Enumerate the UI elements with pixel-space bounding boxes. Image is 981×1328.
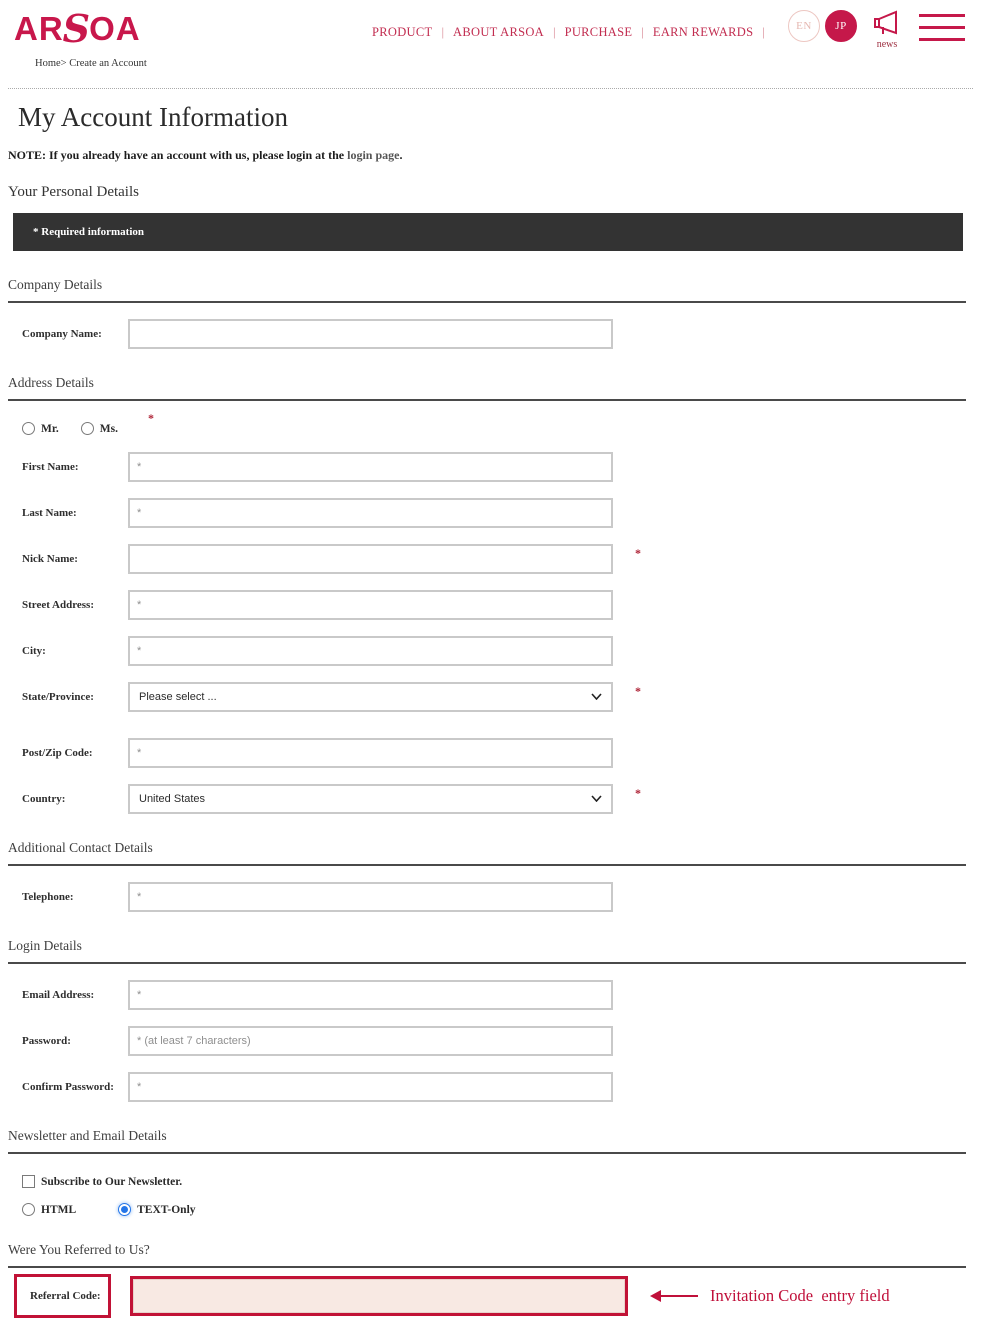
company-name-input[interactable]	[128, 319, 613, 349]
referral-code-input[interactable]	[133, 1279, 625, 1313]
hamburger-bar	[919, 26, 965, 29]
state-province-label: State/Province:	[22, 691, 94, 703]
hamburger-menu-icon[interactable]	[919, 14, 965, 41]
referral-row	[14, 1274, 981, 1328]
lang-jp-button[interactable]: JP	[825, 10, 857, 42]
confirm-password-row	[22, 1072, 981, 1102]
country-label: Country:	[22, 793, 66, 805]
nav-earn-rewards[interactable]: EARN REWARDS	[652, 24, 754, 39]
subscribe-checkbox[interactable]	[22, 1175, 35, 1188]
first-name-row	[22, 452, 981, 482]
confirm-password-label: Confirm Password:	[22, 1081, 114, 1093]
nav-separator: |	[762, 24, 765, 39]
text-only-label[interactable]: TEXT-Only	[137, 1203, 196, 1216]
email-format-row	[22, 1203, 981, 1216]
header	[0, 0, 981, 50]
email-label: Email Address:	[22, 989, 95, 1001]
confirm-password-input[interactable]	[128, 1072, 613, 1102]
login-note	[8, 148, 981, 163]
password-row	[22, 1026, 981, 1056]
email-row	[22, 980, 981, 1010]
nick-name-row	[22, 544, 981, 574]
address-details-heading: Address Details	[8, 375, 94, 390]
section-rule	[8, 864, 966, 866]
street-address-label: Street Address:	[22, 599, 95, 611]
additional-contact-heading: Additional Contact Details	[8, 840, 153, 855]
news-link[interactable]	[873, 10, 901, 50]
nav-product[interactable]: PRODUCT	[371, 24, 433, 39]
arsoa-logo[interactable]	[14, 6, 141, 51]
company-name-label: Company Name:	[22, 328, 102, 340]
section-rule	[8, 399, 966, 401]
megaphone-icon	[873, 10, 901, 40]
chevron-down-icon	[591, 691, 602, 703]
chevron-down-icon	[591, 793, 602, 805]
state-province-row	[22, 682, 981, 712]
first-name-input[interactable]	[128, 452, 613, 482]
subscribe-row	[22, 1175, 981, 1188]
city-label: City:	[22, 645, 46, 657]
section-rule	[8, 1152, 966, 1154]
referral-code-label-box	[14, 1274, 111, 1318]
header-divider	[8, 88, 973, 89]
section-rule	[8, 301, 966, 303]
country-row	[22, 784, 981, 814]
password-input[interactable]	[128, 1026, 613, 1056]
last-name-label: Last Name:	[22, 507, 77, 519]
page-title: My Account Information	[18, 102, 288, 132]
email-input[interactable]	[128, 980, 613, 1010]
nav-purchase[interactable]: PURCHASE	[564, 24, 633, 39]
gender-mr-radio[interactable]	[22, 422, 35, 435]
country-select[interactable]	[128, 784, 613, 814]
hamburger-bar	[919, 38, 965, 41]
html-radio[interactable]	[22, 1203, 35, 1216]
password-label: Password:	[22, 1035, 71, 1047]
street-address-row	[22, 590, 981, 620]
country-selected-value: United States	[139, 793, 206, 805]
gender-ms-radio[interactable]	[81, 422, 94, 435]
zip-code-label: Post/Zip Code:	[22, 747, 93, 759]
state-required-asterisk: *	[635, 684, 641, 698]
html-label[interactable]: HTML	[41, 1203, 77, 1216]
nav-separator: |	[641, 24, 644, 39]
nav-separator: |	[441, 24, 445, 39]
state-province-select[interactable]	[128, 682, 613, 712]
nick-name-required-asterisk: *	[635, 546, 641, 560]
gender-ms-label[interactable]: Ms.	[99, 422, 118, 435]
first-name-label: First Name:	[22, 461, 79, 473]
logo-text-right: OA	[89, 10, 141, 47]
note-period: .	[399, 148, 403, 162]
breadcrumb[interactable]: Home> Create an Account	[35, 58, 147, 69]
street-address-input[interactable]	[128, 590, 613, 620]
telephone-label: Telephone:	[22, 891, 74, 903]
nick-name-label: Nick Name:	[22, 553, 78, 565]
telephone-row	[22, 882, 981, 912]
lang-en-button[interactable]: EN	[788, 10, 820, 42]
logo-text-left: AR	[14, 10, 64, 47]
company-details-heading: Company Details	[8, 277, 103, 292]
annotation-text: Invitation Code entry field	[710, 1286, 890, 1305]
hamburger-bar	[919, 14, 965, 17]
last-name-input[interactable]	[128, 498, 613, 528]
referral-code-field-highlight	[130, 1276, 628, 1316]
state-province-selected-value: Please select ...	[139, 691, 217, 703]
arrow-line	[661, 1295, 698, 1297]
telephone-input[interactable]	[128, 882, 613, 912]
referral-heading: Were You Referred to Us?	[8, 1242, 150, 1257]
city-input[interactable]	[128, 636, 613, 666]
referral-code-label: Referral Code:	[30, 1290, 101, 1302]
logo-swirl-s: S	[62, 6, 91, 51]
note-text: NOTE: If you already have an account with us, please login at the	[8, 148, 348, 162]
nav-separator: |	[552, 24, 556, 39]
nick-name-input[interactable]	[128, 544, 613, 574]
newsletter-heading: Newsletter and Email Details	[8, 1128, 167, 1143]
zip-code-row	[22, 738, 981, 768]
gender-mr-label[interactable]: Mr.	[41, 422, 59, 435]
login-page-link[interactable]: login page	[347, 148, 400, 162]
country-required-asterisk: *	[635, 786, 641, 800]
nav-about-arsoa[interactable]: ABOUT ARSOA	[453, 24, 544, 39]
subscribe-label[interactable]: Subscribe to Our Newsletter.	[41, 1175, 183, 1188]
text-only-radio[interactable]	[118, 1203, 131, 1216]
last-name-row	[22, 498, 981, 528]
language-switcher	[788, 10, 857, 42]
personal-details-heading: Your Personal Details	[8, 184, 139, 200]
gender-row	[22, 411, 981, 436]
section-rule	[8, 1266, 966, 1268]
login-details-heading: Login Details	[8, 938, 82, 953]
arrow-left-icon	[650, 1290, 661, 1302]
zip-code-input[interactable]	[128, 738, 613, 768]
gender-required-asterisk: *	[148, 411, 154, 425]
section-rule	[8, 962, 966, 964]
news-label: news	[876, 39, 898, 50]
main-nav	[372, 24, 774, 40]
city-row	[22, 636, 981, 666]
invitation-code-annotation	[650, 1286, 890, 1306]
required-information-banner: * Required information	[13, 213, 963, 251]
company-name-row	[22, 319, 981, 349]
